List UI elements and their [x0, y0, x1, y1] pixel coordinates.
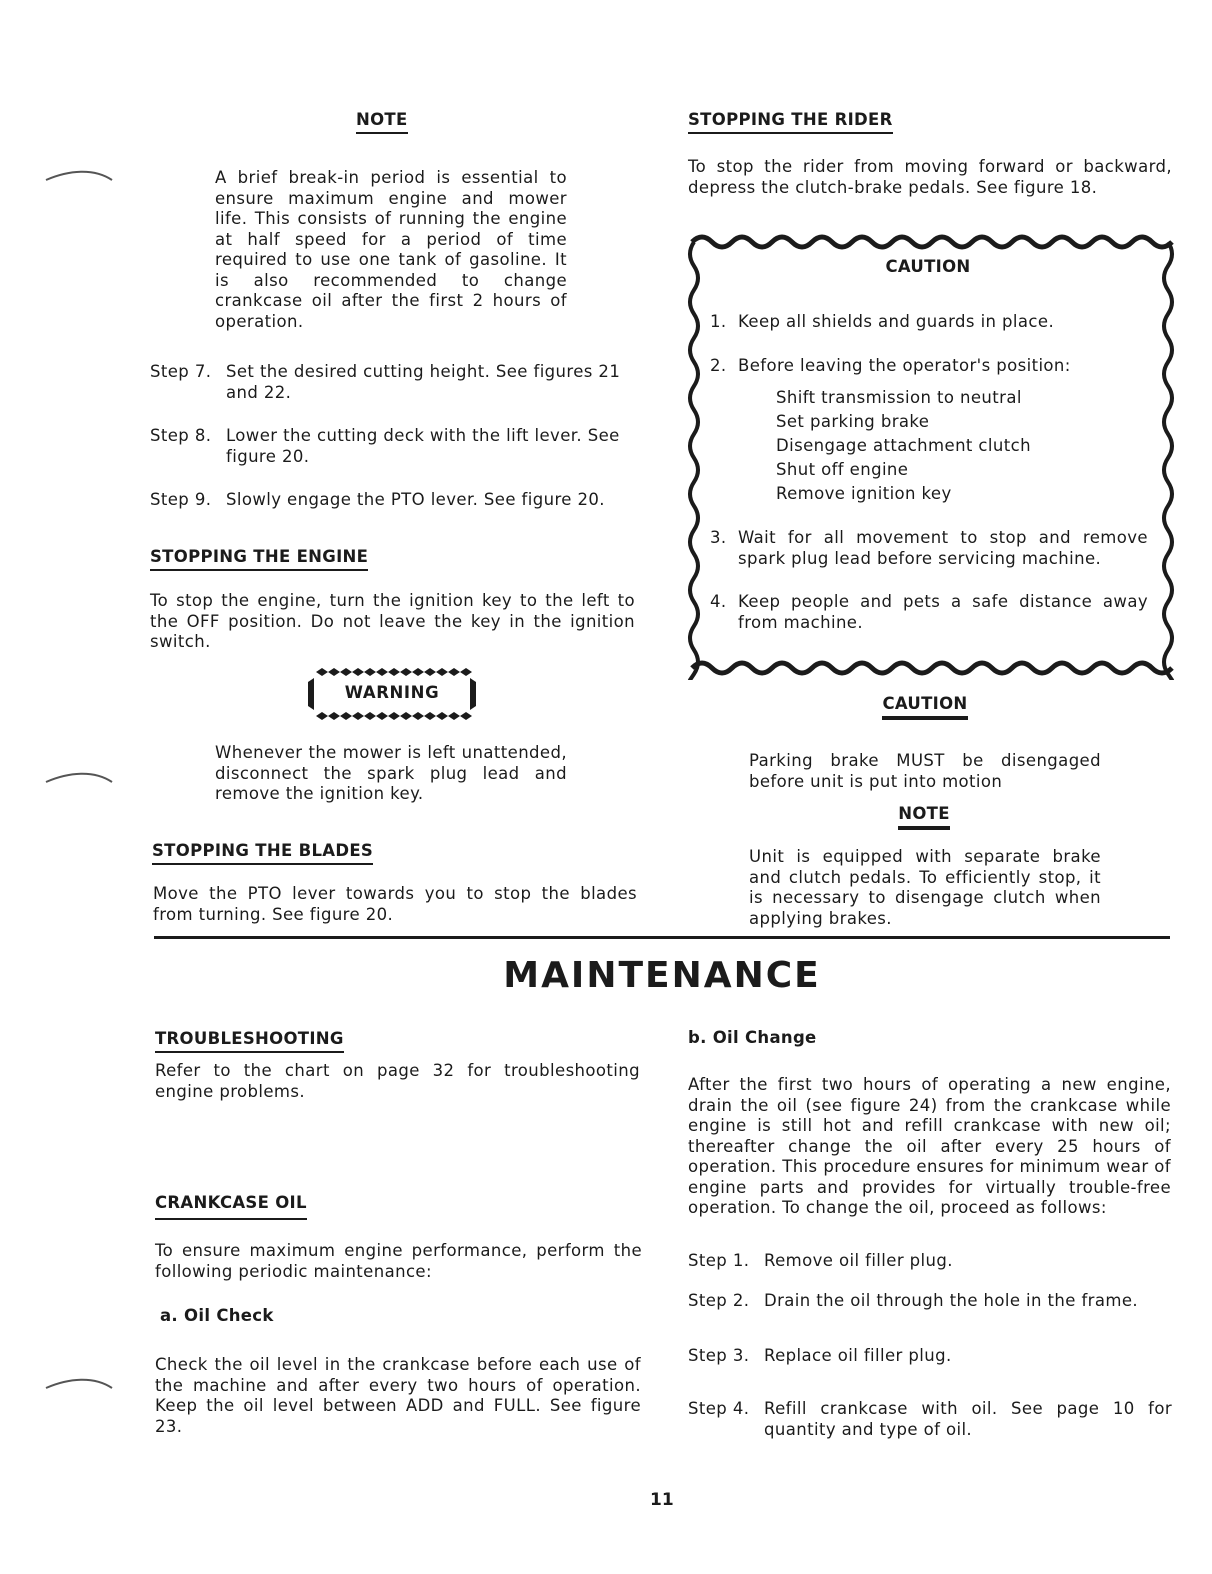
crankcase-text: To ensure maximum engine performance, perform the following periodic maintenance:	[155, 1241, 642, 1281]
maintenance-title: MAINTENANCE	[503, 955, 821, 996]
note-heading-2: NOTE	[874, 804, 974, 830]
caution-item: 4. Keep people and pets a safe distance away from machine.	[710, 592, 1148, 632]
caution-list	[710, 312, 1148, 656]
stopping-engine-text: To stop the engine, turn the ignition key to the left to the OFF position. Do not leave the key in the ignition switch.	[150, 591, 635, 651]
caution-subitem: Shut off engine	[776, 460, 909, 479]
stopping-blades-text: Move the PTO lever towards you to stop the blades from turning. See figure 20.	[153, 884, 637, 924]
oil-step: Step 1. Remove oil filler plug.	[688, 1251, 953, 1270]
step-item: Step 8. Lower the cutting deck with the lift lever. See figure 20.	[150, 426, 620, 466]
oil-change-text: After the first two hours of operating a new engine, drain the oil (see figure 24) from the crankcase while engine is still hot and refill crankcase with new oil; thereafter change the oil after every 25 hours of operation. This procedure ensures for minimum wear of engine parts and provides for virtually trouble-free operation. To change the oil, proceed as follows:	[688, 1075, 1171, 1217]
caution-sublist	[776, 386, 1148, 506]
stopping-rider-text: To stop the rider from moving forward or backward, depress the clutch-brake pedals. See figure 18.	[688, 157, 1172, 197]
oil-change-heading: b. Oil Change	[688, 1028, 817, 1047]
oil-step: Step 3. Replace oil filler plug.	[688, 1346, 952, 1365]
caution-heading: CAUTION	[850, 694, 1000, 720]
caution-subitem: Disengage attachment clutch	[776, 436, 1031, 455]
section-divider	[154, 936, 1170, 939]
caution-subitem: Remove ignition key	[776, 484, 952, 503]
troubleshooting-text: Refer to the chart on page 32 for troubleshooting engine problems.	[155, 1061, 640, 1101]
warning-text: Whenever the mower is left unattended, disconnect the spark plug lead and remove the ignition key.	[215, 743, 567, 803]
troubleshooting-heading: TROUBLESHOOTING	[155, 1029, 344, 1053]
caution-item: 1. Keep all shields and guards in place.	[710, 312, 1055, 331]
caution-item: 2. Before leaving the operator's position:	[710, 355, 1071, 375]
crankcase-heading: CRANKCASE OIL	[155, 1193, 307, 1220]
note-heading: NOTE	[356, 110, 408, 134]
brake-clutch-note: Unit is equipped with separate brake and clutch pedals. To efficiently stop, it is necessary to disengage clutch when applying brakes.	[749, 847, 1101, 928]
oil-check-heading: a. Oil Check	[160, 1306, 274, 1325]
margin-mark	[44, 166, 114, 186]
oil-check-text: Check the oil level in the crankcase before each use of the machine and after every two hours of operation. Keep the oil level between ADD and FULL. See figure 23.	[155, 1355, 641, 1436]
parking-brake-caution: Parking brake MUST be disengaged before unit is put into motion	[749, 751, 1101, 791]
page-number: 11	[650, 1490, 674, 1510]
margin-mark	[44, 768, 114, 788]
caution-subitem: Set parking brake	[776, 412, 930, 431]
step-list	[150, 362, 636, 511]
caution-subitem: Shift transmission to neutral	[776, 388, 1022, 407]
oil-step: Step 2. Drain the oil through the hole in the frame.	[688, 1291, 1139, 1310]
step-item: Step 7. Set the desired cutting height. See figures 21 and 22.	[150, 362, 621, 402]
stopping-rider-heading: STOPPING THE RIDER	[688, 110, 893, 134]
caution-item: 3. Wait for all movement to stop and remove spark plug lead before servicing machine.	[710, 528, 1148, 568]
break-in-note: A brief break-in period is essential to ensure maximum engine and mower life. This consists of running the engine at half speed for a period of time required to use one tank of gasoline. It is also recommended to change crankcase oil after the first 2 hours of operation.	[215, 168, 567, 331]
oil-step: Step 4. Refill crankcase with oil. See page 10 for quantity and type of oil.	[688, 1399, 1172, 1439]
caution-box-heading: CAUTION	[885, 257, 971, 276]
warning-badge: WARNING	[306, 666, 478, 722]
stopping-blades-heading: STOPPING THE BLADES	[152, 841, 373, 865]
step-item: Step 9. Slowly engage the PTO lever. See figure 20.	[150, 490, 605, 509]
stopping-engine-heading: STOPPING THE ENGINE	[150, 547, 368, 571]
margin-mark	[44, 1374, 114, 1394]
